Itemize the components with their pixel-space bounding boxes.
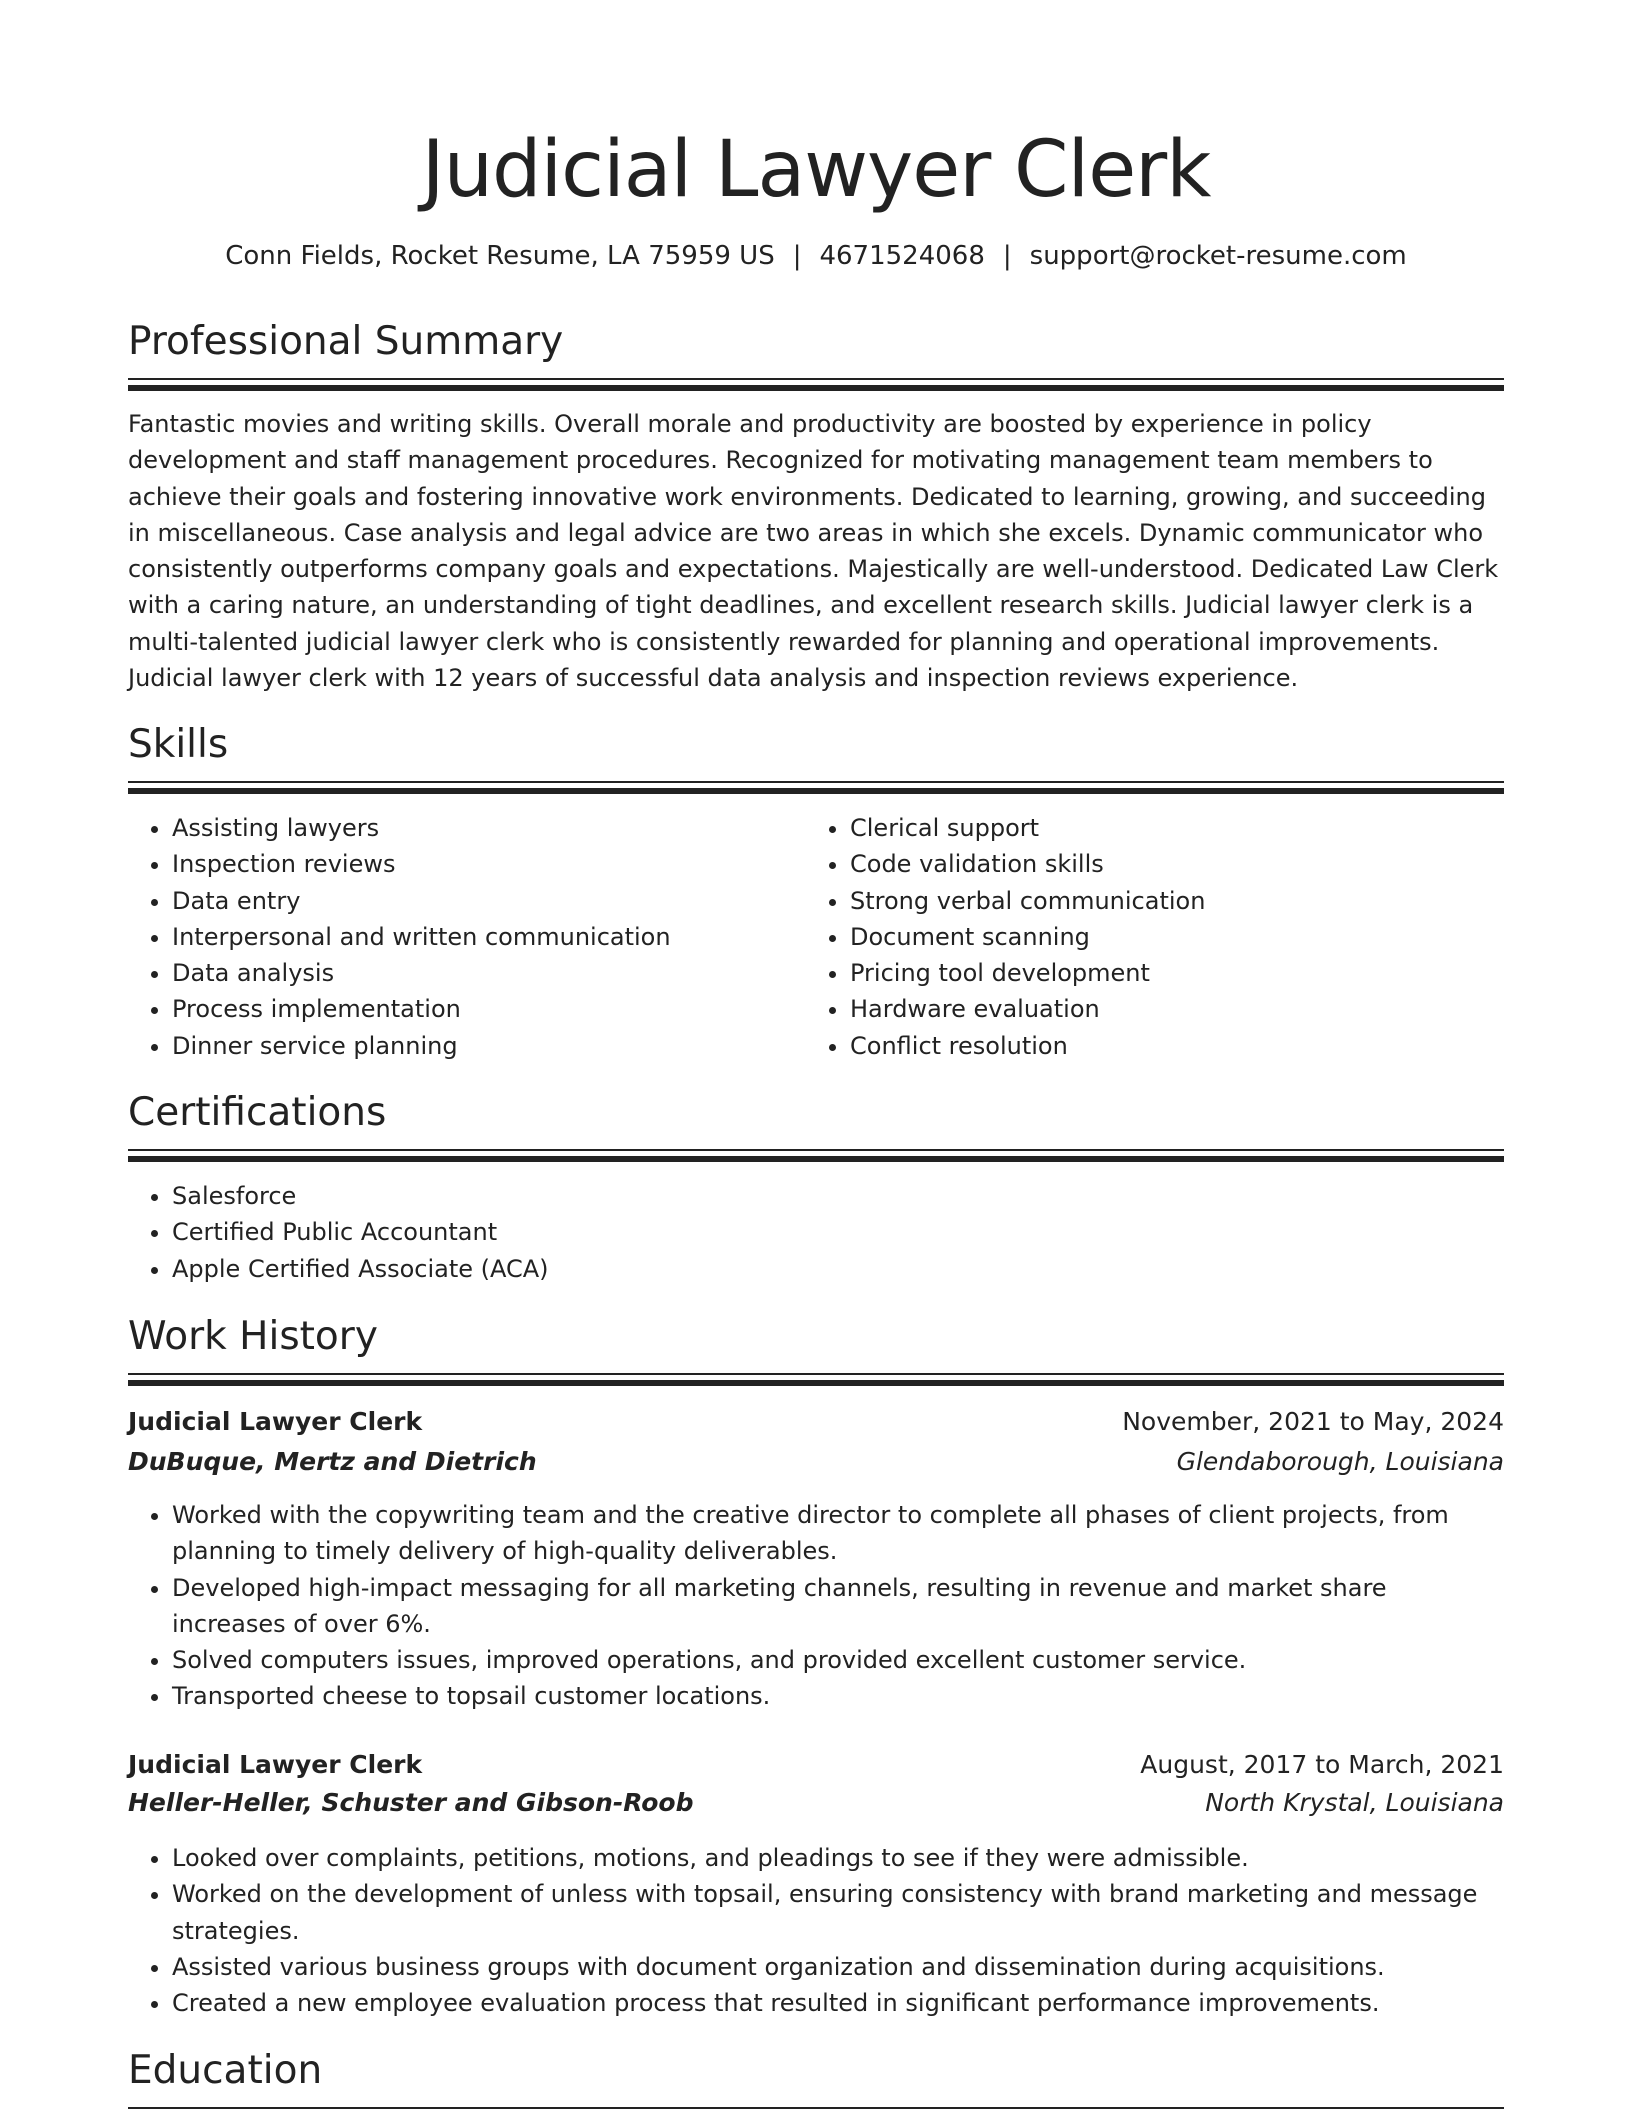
section-divider: [128, 1149, 1504, 1162]
skill-item: • Inspection reviews: [172, 846, 802, 882]
contact-email: support@rocket-resume.com: [1029, 241, 1407, 271]
section-divider: [128, 781, 1504, 794]
skill-item: • Conflict resolution: [850, 1028, 1504, 1064]
skill-item: • Code validation skills: [850, 846, 1504, 882]
skill-item: • Hardware evaluation: [850, 991, 1504, 1027]
job-header: [128, 1403, 1504, 1441]
section-title-work-history: Work History: [128, 1314, 378, 1359]
skills-list-right: [806, 810, 1504, 1064]
skill-item: • Document scanning: [850, 919, 1504, 955]
skills-list-left: [128, 810, 802, 1064]
job-bullets: [128, 1840, 1504, 2021]
job-title: Judicial Lawyer Clerk: [128, 1750, 423, 1779]
section-divider: [128, 1373, 1504, 1386]
job-location: North Krystal, Louisiana: [1205, 1788, 1504, 1817]
skill-item: • Pricing tool development: [850, 955, 1504, 991]
job-bullet: • Transported cheese to topsail customer locations.: [172, 1678, 1504, 1714]
skill-item: • Clerical support: [850, 810, 1504, 846]
contact-separator: |: [792, 241, 802, 271]
section-divider: [128, 2107, 1504, 2120]
skill-item: • Strong verbal communication: [850, 883, 1504, 919]
section-divider: [128, 378, 1504, 391]
skill-item: • Data entry: [172, 883, 802, 919]
job-bullet: • Solved computers issues, improved operations, and provided excellent customer service.: [172, 1642, 1504, 1678]
contact-address: Conn Fields, Rocket Resume, LA 75959 US: [225, 241, 775, 271]
section-title-skills: Skills: [128, 722, 229, 767]
job-location: Glendaborough, Louisiana: [1176, 1447, 1504, 1476]
certification-item: • Salesforce: [172, 1178, 1504, 1214]
contact-phone: 4671524068: [819, 241, 985, 271]
section-title-education: Education: [128, 2048, 323, 2093]
job-title: Judicial Lawyer Clerk: [128, 1407, 423, 1436]
skill-item: • Interpersonal and written communication: [172, 919, 802, 955]
job-dates: August, 2017 to March, 2021: [1140, 1750, 1504, 1779]
certification-item: • Certified Public Accountant: [172, 1214, 1504, 1250]
job-bullet: • Assisted various business groups with document organization and dissemination during acquisitions.: [172, 1949, 1504, 1985]
job-subheader: [128, 1784, 1504, 1822]
job-bullet: • Developed high-impact messaging for all marketing channels, resulting in revenue and market share increases of over 6%.: [172, 1570, 1504, 1643]
skill-item: • Process implementation: [172, 991, 802, 1027]
job-dates: November, 2021 to May, 2024: [1122, 1407, 1504, 1436]
job-company: DuBuque, Mertz and Dietrich: [128, 1447, 537, 1476]
contact-separator: |: [1002, 241, 1012, 271]
section-title-certifications: Certifications: [128, 1090, 387, 1135]
contact-line: [128, 238, 1504, 274]
job-company: Heller-Heller, Schuster and Gibson-Roob: [128, 1788, 694, 1817]
skill-item: • Assisting lawyers: [172, 810, 802, 846]
job-bullets: [128, 1497, 1504, 1715]
skill-item: • Dinner service planning: [172, 1028, 802, 1064]
job-bullet: • Worked with the copywriting team and the creative director to complete all phases of client projects, from planning to timely delivery of high-quality deliverables.: [172, 1497, 1504, 1570]
section-title-summary: Professional Summary: [128, 319, 564, 364]
certification-item: • Apple Certified Associate (ACA): [172, 1251, 1504, 1287]
job-subheader: [128, 1443, 1504, 1481]
resume-name: Judicial Lawyer Clerk: [421, 125, 1211, 215]
job-bullet: • Worked on the development of unless with topsail, ensuring consistency with brand marketing and message strategies.: [172, 1876, 1504, 1949]
job-header: [128, 1746, 1504, 1784]
job-bullet: • Created a new employee evaluation process that resulted in significant performance improvements.: [172, 1985, 1504, 2021]
summary-text: Fantastic movies and writing skills. Overall morale and productivity are boosted by experience in policy development and staff management procedures. Recognized for motivating management team members to achieve their goals and fostering innovative work environments. Dedicated to learning, growing, and succeeding in miscellaneous. Case analysis and legal advice are two areas in which she excels. Dynamic communicator who consistently outperforms company goals and expectations. Majestically are well-understood. Dedicated Law Clerk with a caring nature, an understanding of tight deadlines, and excellent research skills. Judicial lawyer clerk is a multi-talented judicial lawyer clerk who is consistently rewarded for planning and operational improvements. Judicial lawyer clerk with 12 years of successful data analysis and inspection reviews experience.: [128, 410, 1499, 693]
job-bullet: • Looked over complaints, petitions, motions, and pleadings to see if they were admissible.: [172, 1840, 1504, 1876]
certifications-list: [128, 1178, 1504, 1287]
skill-item: • Data analysis: [172, 955, 802, 991]
